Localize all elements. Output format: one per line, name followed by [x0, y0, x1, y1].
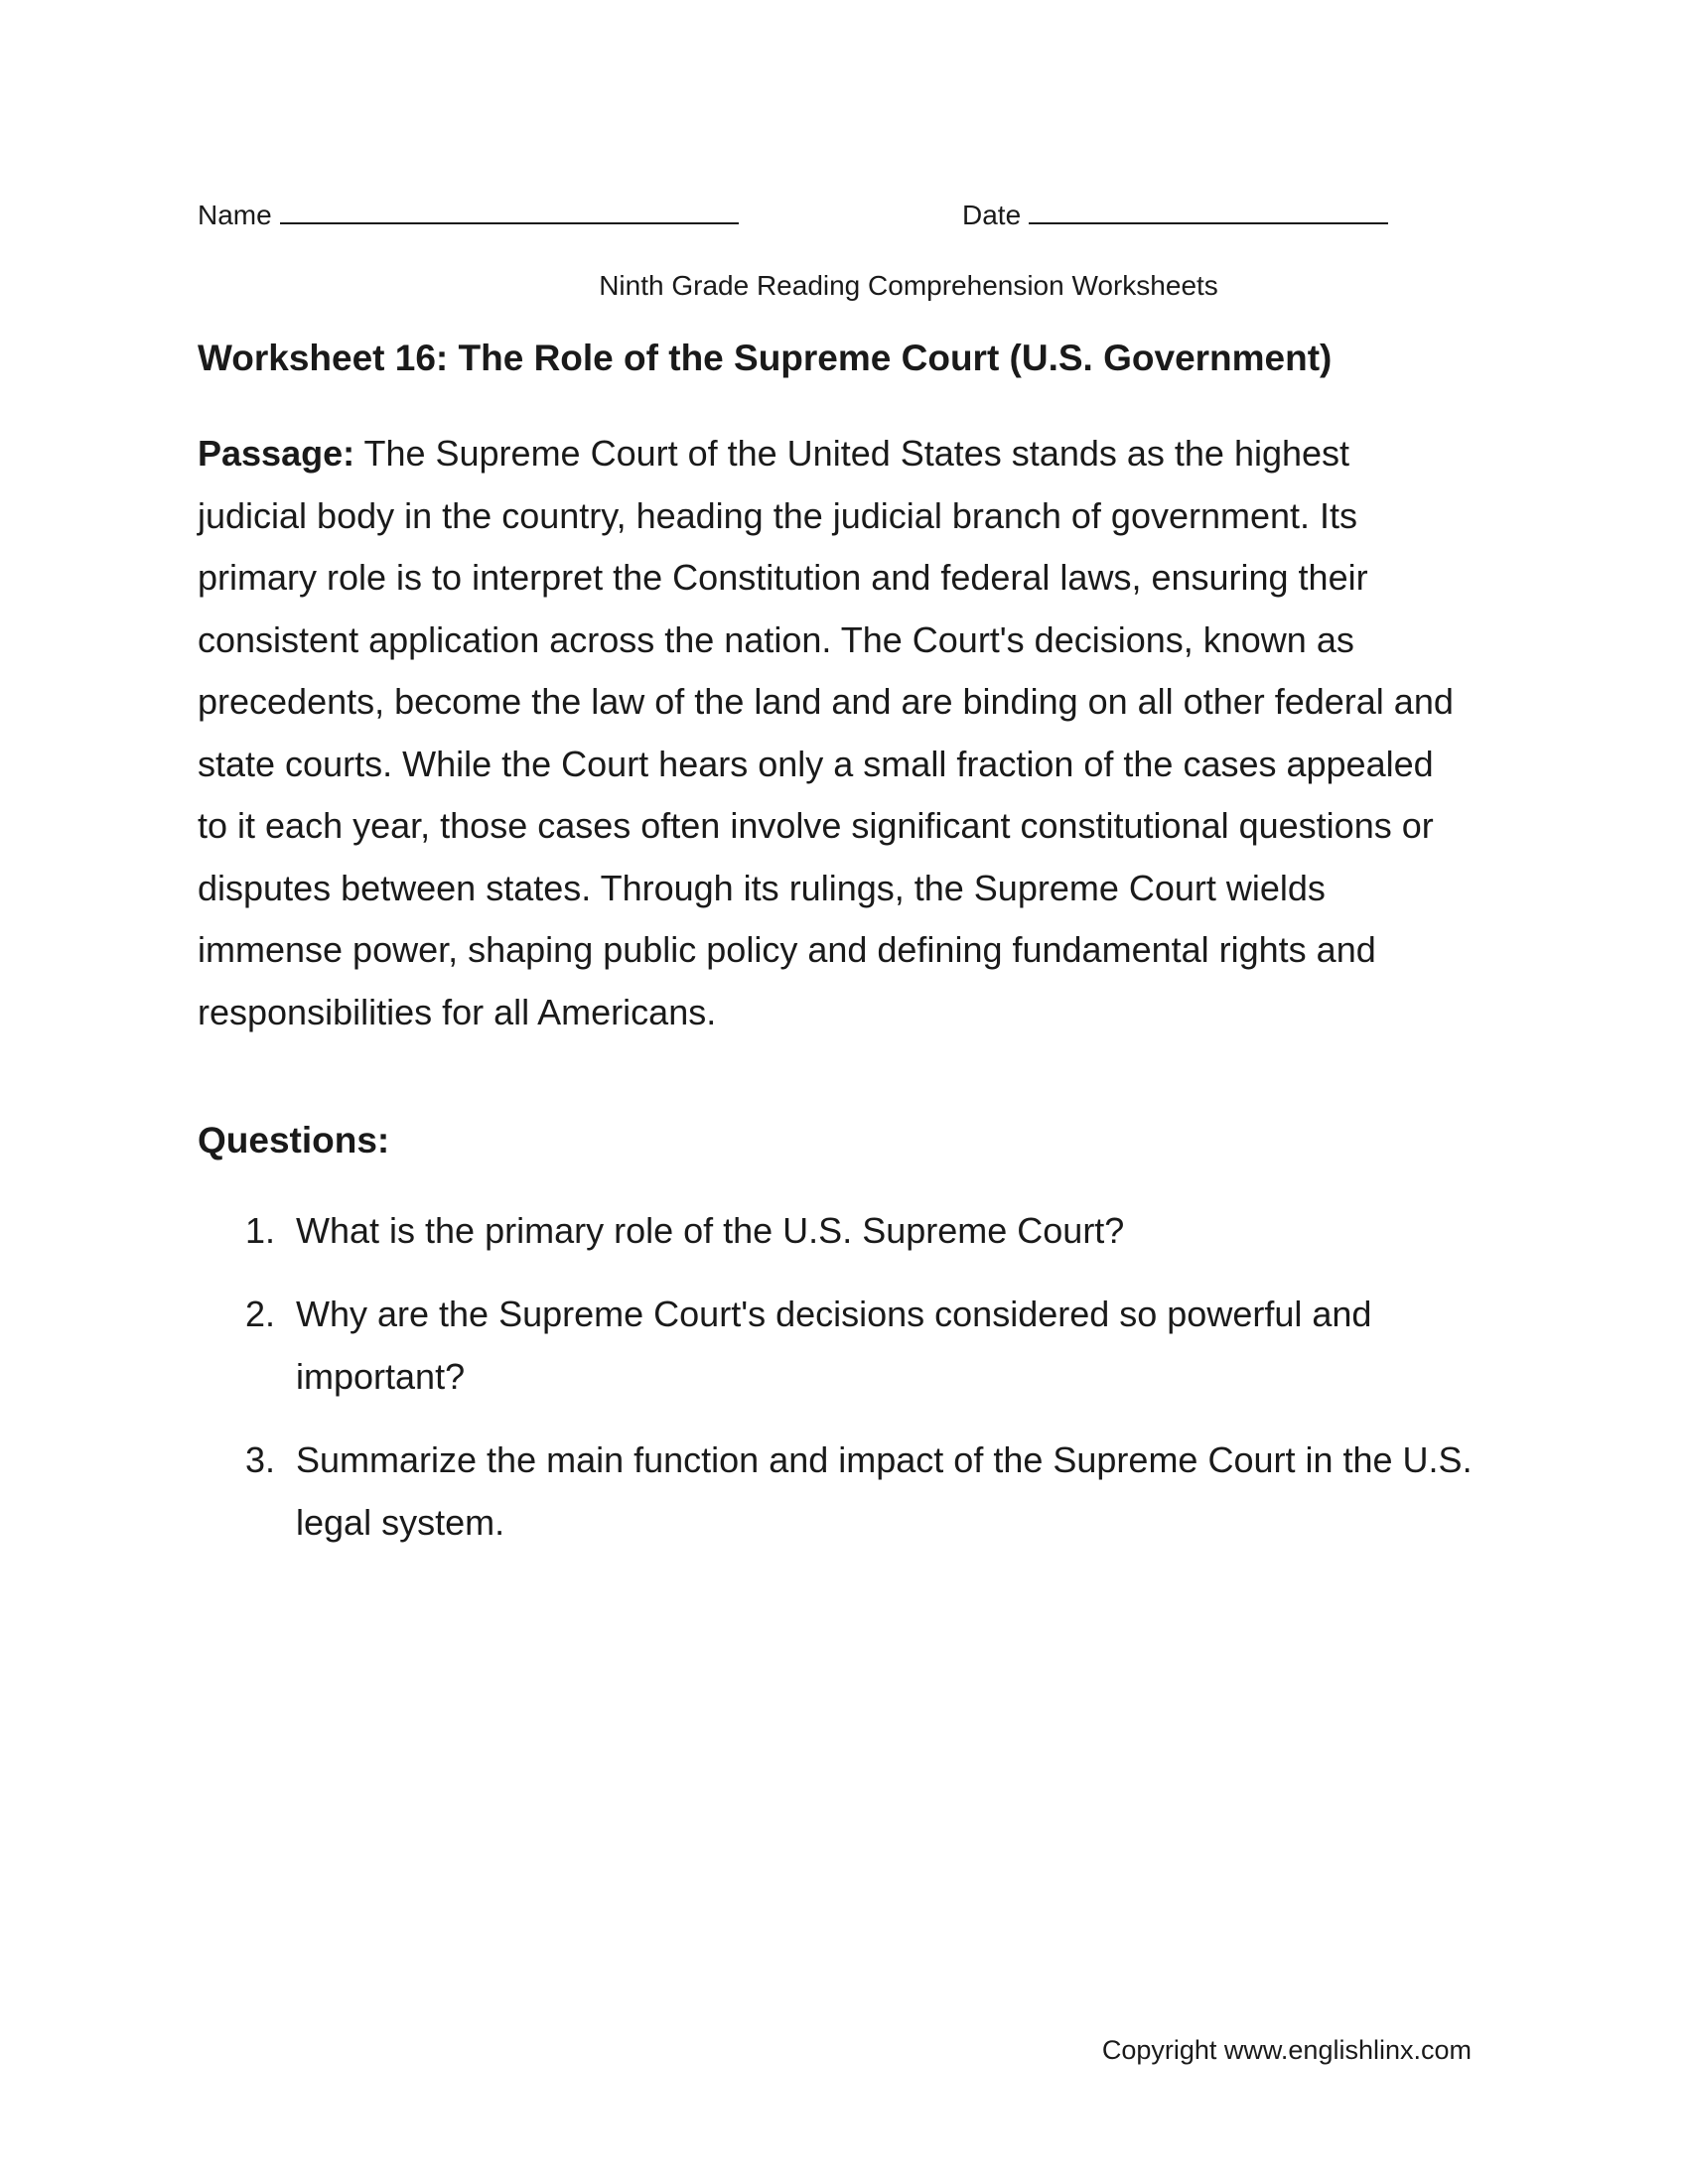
question-text: Why are the Supreme Court's decisions considered so powerful and important?: [296, 1294, 1372, 1397]
reading-passage: [198, 423, 1469, 1043]
date-label: Date: [962, 200, 1022, 230]
question-text: What is the primary role of the U.S. Supreme Court?: [296, 1210, 1125, 1251]
name-label: Name: [198, 200, 272, 230]
date-field[interactable]: [962, 199, 1388, 231]
question-number: 2.: [245, 1294, 276, 1334]
name-blank-line[interactable]: [280, 199, 739, 224]
subtitle-text: Ninth Grade Reading Comprehension Worksheets: [599, 270, 1218, 301]
questions-heading: Questions:: [198, 1120, 390, 1160]
question-item: [198, 1429, 1488, 1554]
passage-text: The Supreme Court of the United States stands as the highest judicial body in the country, heading the judicial branch of government. Its primary role is to interpret the Constitution and federal laws, ensuring their consistent application across the nation. The Court's decisions, known as precedents, become the law of the land and are binding on all other federal and state courts. While the Court hears only a small fraction of the cases appealed to it each year, those cases often involve significant constitutional questions or disputes between states. Through its rulings, the Supreme Court wields immense power, shaping public policy and defining fundamental rights and responsibilities for all Americans.: [198, 433, 1454, 1032]
question-text: Summarize the main function and impact of the Supreme Court in the U.S. legal system.: [296, 1439, 1473, 1543]
passage-label: Passage:: [198, 433, 355, 474]
worksheet-series-subtitle: [0, 270, 1688, 302]
name-field[interactable]: [198, 199, 739, 231]
questions-list: [198, 1199, 1488, 1574]
date-blank-line[interactable]: [1029, 199, 1388, 224]
question-number: 1.: [245, 1210, 276, 1251]
question-number: 3.: [245, 1439, 276, 1480]
question-item: [198, 1199, 1488, 1262]
student-info-row: [198, 199, 1399, 238]
copyright-notice: Copyright www.englishlinx.com: [1101, 2035, 1472, 2065]
question-item: [198, 1283, 1488, 1408]
worksheet-title: Worksheet 16: The Role of the Supreme Court (U.S. Government): [198, 338, 1333, 378]
